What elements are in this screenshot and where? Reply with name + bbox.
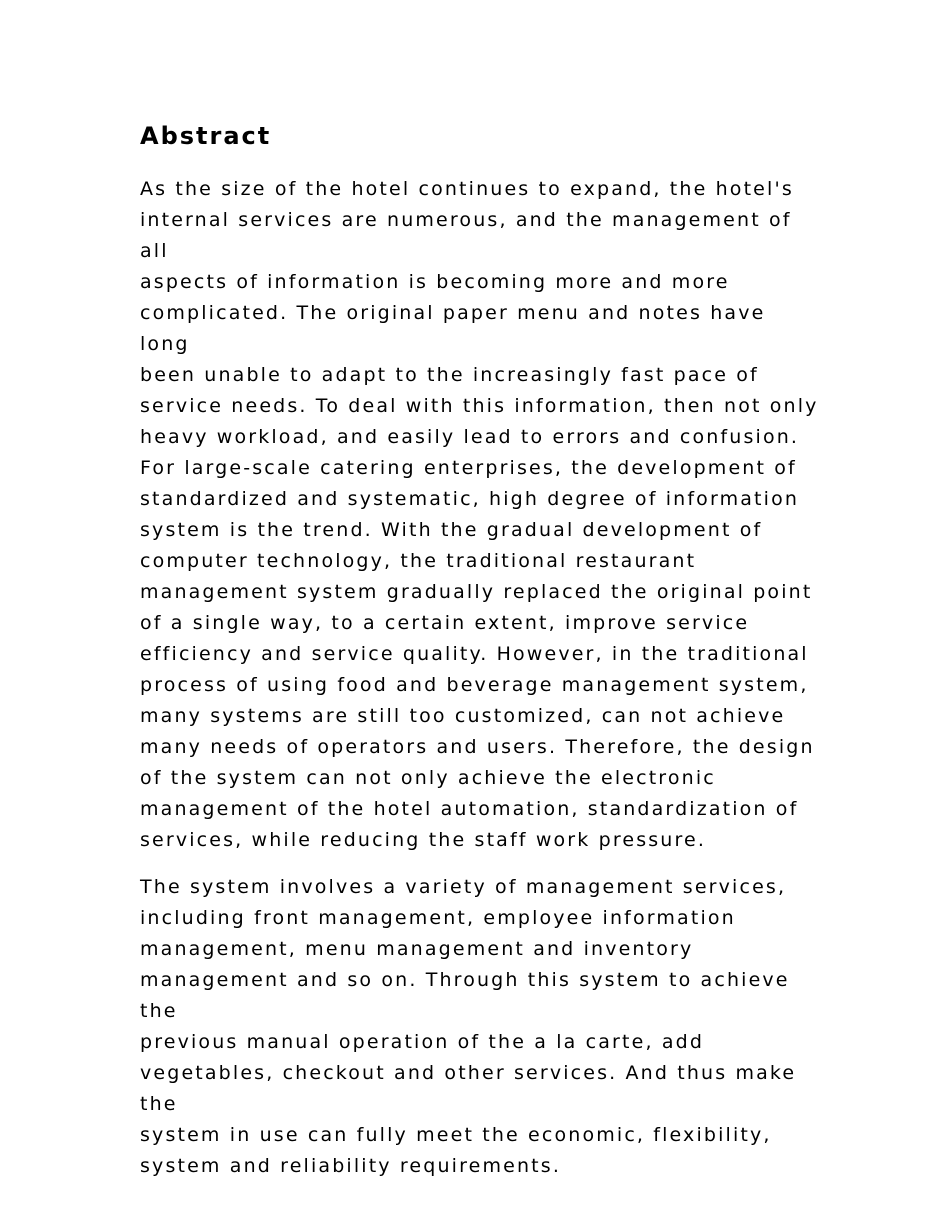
abstract-paragraph-2: The system involves a variety of management services, including front management, employee information management, menu management and inventory management and so on. Through this system to achieve the previous manual operation of the a la carte, add vegetables, checkout and other services. And thus make the system in use can fully meet the economic, flexibility, system and reliability requirements.	[140, 876, 797, 1177]
document-body	[140, 118, 820, 1198]
abstract-paragraph-1: As the size of the hotel continues to expand, the hotel's internal services are numerous, and the management of all aspects of information is becoming more and more complicated. The original paper menu and notes have long been unable to adapt to the increasingly fast pace of service needs. To deal with this information, then not only heavy workload, and easily lead to errors and confusion. For large-scale catering enterprises, the development of standardized and systematic, high degree of information system is the trend. With the gradual development of computer technology, the traditional restaurant management system gradually replaced the original point of a single way, to a certain extent, improve service efficiency and service quality. However, in the traditional process of using food and beverage management system, many systems are still too customized, can not achieve many needs of operators and users. Therefore, the design of the system can not only achieve the electronic management of the hotel automation, standardization of services, while reducing the staff work pressure.	[140, 178, 819, 851]
abstract-heading: Abstract	[140, 122, 272, 150]
